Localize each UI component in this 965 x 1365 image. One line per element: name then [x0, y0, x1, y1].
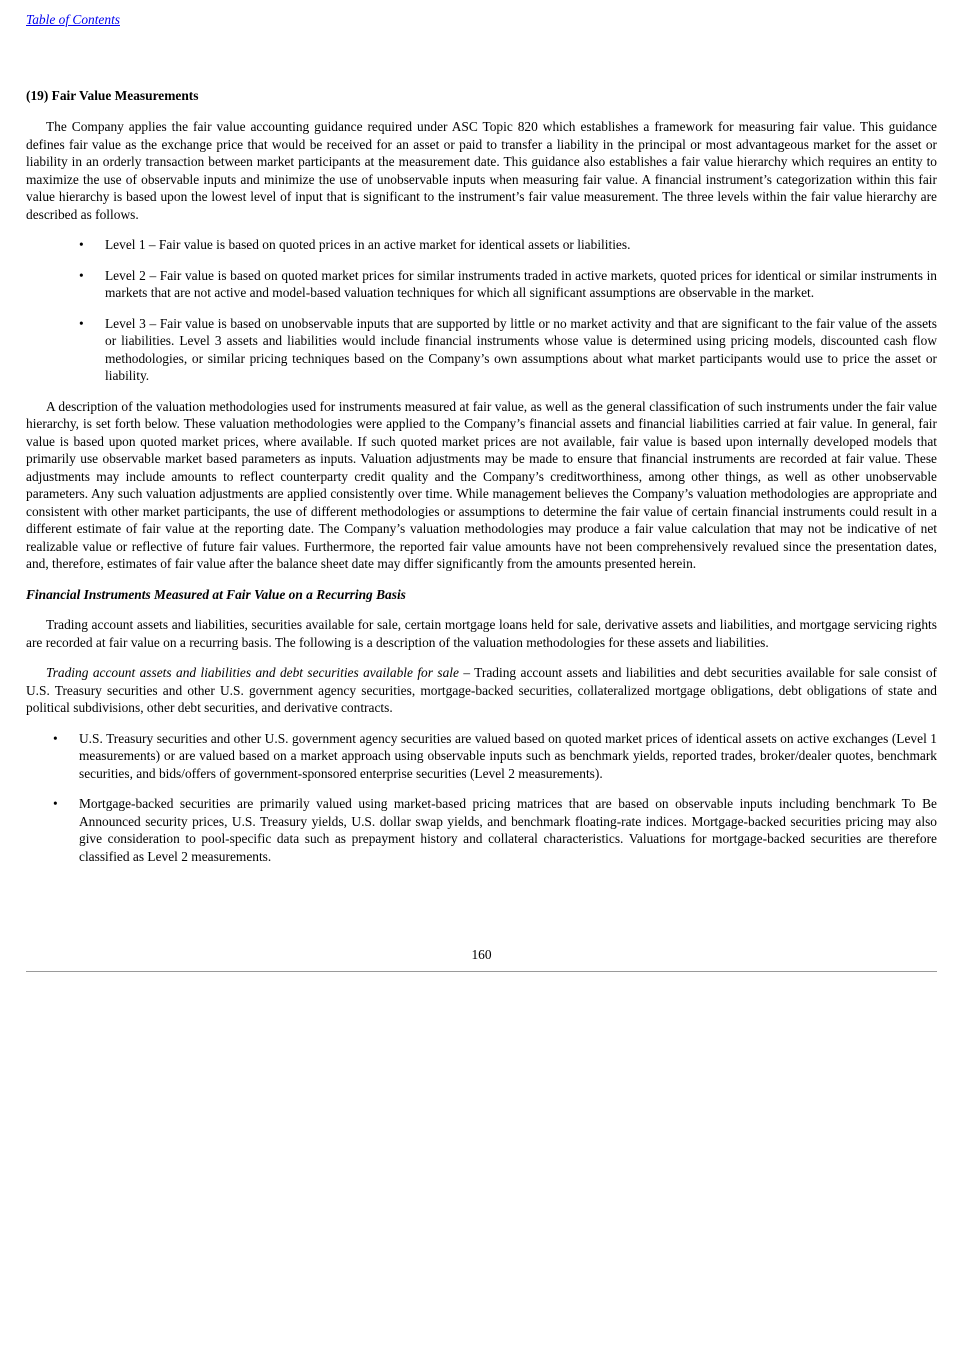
- document-body: [26, 118, 937, 878]
- page-number: 160: [471, 947, 492, 962]
- table-of-contents-link[interactable]: Table of Contents: [26, 12, 120, 27]
- level-1-text: Level 1 – Fair value is based on quoted prices in an active market for identical assets or liabilities.: [105, 237, 631, 252]
- recurring-basis-paragraph: Trading account assets and liabilities, securities available for sale, certain mortgage loans held for sale, derivative assets and liabilities, and mortgage servicing rights are recorded at fair value on a recurring basis. The following is a description of the valuation methodologies for these assets and liabilities.: [26, 617, 937, 650]
- trading-account-lead: Trading account assets and liabilities and debt securities available for sale: [46, 665, 459, 680]
- treasury-securities-text: U.S. Treasury securities and other U.S. government agency securities are valued based on quoted market prices of identical assets on active exchanges (Level 1 measurements) or are valued based on a market approach using observable inputs such as benchmark yields, reported trades, broker/dealer quotes, benchmark securities, and bids/offers of government-sponsored enterprise securities (Level 2 measurements).: [79, 730, 937, 781]
- recurring-basis-heading: Financial Instruments Measured at Fair Value on a Recurring Basis: [26, 586, 406, 602]
- bullet-icon: •: [53, 796, 58, 811]
- level-2-text: Level 2 – Fair value is based on quoted market prices for similar instruments traded in active markets, quoted prices for identical or similar instruments in markets that are not active and model-based valuation techniques for which all significant assumptions are observable in the market.: [105, 267, 937, 300]
- trading-account-paragraph: [26, 664, 937, 717]
- treasury-securities-item: [26, 730, 937, 783]
- section-title: (19) Fair Value Measurements: [26, 88, 199, 103]
- bullet-icon: •: [79, 267, 84, 283]
- trading-account-text: – Trading account assets and liabilities and debt securities available for sale consist of U.S. Treasury securities and other U.S. government agency securities, mortgage-backed securities, collateralized mortgage obligations, debt obligations of state and political subdivisions, other debt securities, and derivative contracts.: [26, 665, 937, 715]
- level-3-item: [26, 315, 937, 385]
- mortgage-backed-securities-item: [26, 795, 937, 865]
- bullet-icon: •: [79, 315, 84, 331]
- level-3-text: Level 3 – Fair value is based on unobservable inputs that are supported by little or no market activity and that are significant to the fair value of the assets or liabilities. Level 3 assets and liabilities would include financial instruments whose value is determined using pricing models, discounted cash flow methodologies, or similar pricing techniques based on the Company’s own assumptions about what market participants would use to price the asset or liability.: [105, 315, 937, 383]
- page-divider: [26, 971, 937, 972]
- level-2-item: [26, 267, 937, 302]
- methodology-paragraph: A description of the valuation methodologies used for instruments measured at fair value, as well as the general classification of such instruments under the fair value hierarchy, is set forth below. These valuation methodologies were applied to the Company’s financial assets and financial liabilities carried at fair value. In general, fair value is based upon quoted market prices, where available. If such quoted market prices are not available, fair value is based upon internally developed models that primarily use observable market based parameters as inputs. Valuation adjustments may be made to ensure that financial instruments are recorded at fair value. These adjustments may include amounts to reflect counterparty credit quality and the Company’s creditworthiness, among other things, as well as other unobservable parameters. Any such valuation adjustments are applied consistently over time. While management believes the Company’s valuation methodologies are appropriate and consistent with other market participants, the use of different methodologies or assumptions to determine the fair value of certain financial instruments could result in a different estimate of fair value at the reporting date. The Company’s valuation methodologies may produce a fair value calculation that may not be indicative of net realizable value or reflective of future fair values. Furthermore, the reported fair value amounts have not been comprehensively revalued since the presentation dates, and, therefore, estimates of fair value after the balance sheet date may differ significantly from the amounts presented herein.: [26, 398, 937, 571]
- bullet-icon: •: [79, 237, 84, 252]
- level-1-item: [26, 236, 937, 254]
- intro-paragraph: The Company applies the fair value accounting guidance required under ASC Topic 820 which establishes a framework for measuring fair value. This guidance defines fair value as the exchange price that would be received for an asset or paid to transfer a liability in the principal or most advantageous market for the asset or liability in an orderly transaction between market participants at the measurement date. This guidance also establishes a fair value hierarchy which requires an entity to maximize the use of observable inputs and minimize the use of unobservable inputs when measuring fair value. A financial instrument’s categorization within this fair value hierarchy is based upon the lowest level of input that is significant to the instrument’s fair value measurement. The three levels within the fair value hierarchy are described as follows.: [26, 119, 937, 222]
- mortgage-backed-securities-text: Mortgage-backed securities are primarily valued using market-based pricing matrices that are based on observable inputs including benchmark To Be Announced security prices, U.S. Treasury yields, U.S. dollar swap yields, and benchmark floating-rate indices. Mortgage-backed securities pricing may also give consideration to pool-specific data such as prepayment history and collateral characteristics. Valuations for mortgage-backed securities are therefore classified as Level 2 measurements.: [79, 796, 937, 864]
- bullet-icon: •: [53, 730, 58, 746]
